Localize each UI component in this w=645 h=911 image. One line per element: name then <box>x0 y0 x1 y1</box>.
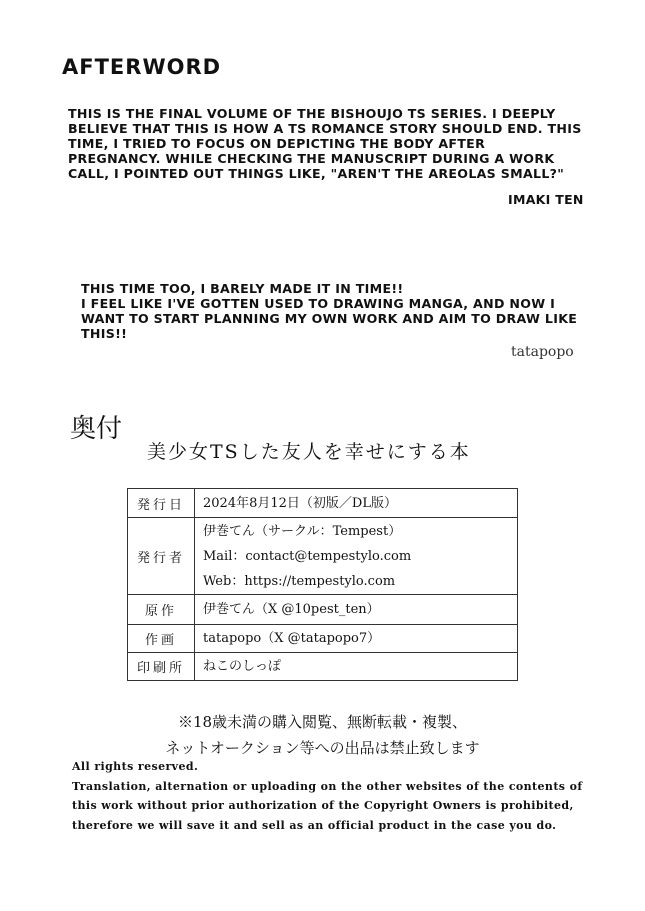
value-line: tatapopo（X @tatapopo7） <box>203 631 381 646</box>
value-line: Web：https://tempestylo.com <box>203 573 396 589</box>
afterword-paragraph-imaki <box>68 106 582 181</box>
table-row-publication-date <box>128 489 518 518</box>
row-label: 発行日 <box>128 489 195 518</box>
row-label: 印刷所 <box>128 653 195 681</box>
paragraph-line: BELIEVE THAT THIS IS HOW A TS ROMANCE STORY SHOULD END. THIS <box>68 121 582 136</box>
value-line: 伊巻てん（X @10pest_ten） <box>203 602 380 617</box>
row-label: 発行者 <box>128 518 195 595</box>
row-label: 原作 <box>128 595 195 625</box>
row-value <box>195 625 518 653</box>
colophon-table <box>127 488 518 681</box>
table-row-printer <box>128 653 518 681</box>
value-line: 伊巻てん（サークル：Tempest） <box>203 523 402 539</box>
notice-line: ネットオークション等への出品は禁止致します <box>165 739 480 757</box>
notice-line: ※18歳未満の購入閲覧、無断転載・複製、 <box>177 713 468 731</box>
value-line: 2024年8月12日（初版／DL版） <box>203 495 397 511</box>
table-row-publisher <box>128 518 518 595</box>
paragraph-line: WANT TO START PLANNING MY OWN WORK AND AIM TO DRAW LIKE <box>81 311 578 326</box>
paragraph-line: THIS!! <box>81 326 128 341</box>
value-line: Mail：contact@tempestylo.com <box>203 548 412 564</box>
row-value <box>195 489 518 518</box>
row-value <box>195 595 518 625</box>
row-value <box>195 653 518 681</box>
colophon-heading: 奥付 <box>70 414 123 444</box>
age-restriction-notice <box>0 709 645 761</box>
paragraph-line: THIS TIME TOO, I BARELY MADE IT IN TIME!! <box>81 281 404 296</box>
book-title: 美少女TSした友人を幸せにする本 <box>147 441 471 463</box>
signature-tatapopo: tatapopo <box>511 344 574 360</box>
copyright-notice <box>72 757 583 835</box>
afterword-paragraph-tatapopo <box>81 281 577 341</box>
paragraph-line: TIME, I TRIED TO FOCUS ON DEPICTING THE BODY AFTER <box>68 136 486 151</box>
legal-line: Translation, alternation or uploading on the other websites of the contents of <box>72 779 583 793</box>
paragraph-line: PREGNANCY. WHILE CHECKING THE MANUSCRIPT DURING A WORK <box>68 151 555 166</box>
paragraph-line: I FEEL LIKE I'VE GOTTEN USED TO DRAWING MANGA, AND NOW I <box>81 296 556 311</box>
row-value <box>195 518 518 595</box>
value-line: ねこのしっぽ <box>203 659 282 674</box>
legal-line: this work without prior authorization of the Copyright Owners is prohibited, <box>72 799 574 812</box>
table-row-original-work <box>128 595 518 625</box>
table-row-artwork <box>128 625 518 653</box>
afterword-title: AFTERWORD <box>62 55 222 79</box>
legal-line: All rights reserved. <box>72 760 199 773</box>
paragraph-line: CALL, I POINTED OUT THINGS LIKE, "AREN'T THE AREOLAS SMALL?" <box>68 166 565 181</box>
legal-line: therefore we will save it and sell as an official product in the case you do. <box>72 818 557 832</box>
row-label: 作画 <box>128 625 195 653</box>
signature-imaki-ten: IMAKI TEN <box>508 192 584 207</box>
paragraph-line: THIS IS THE FINAL VOLUME OF THE BISHOUJO TS SERIES. I DEEPLY <box>68 106 556 121</box>
